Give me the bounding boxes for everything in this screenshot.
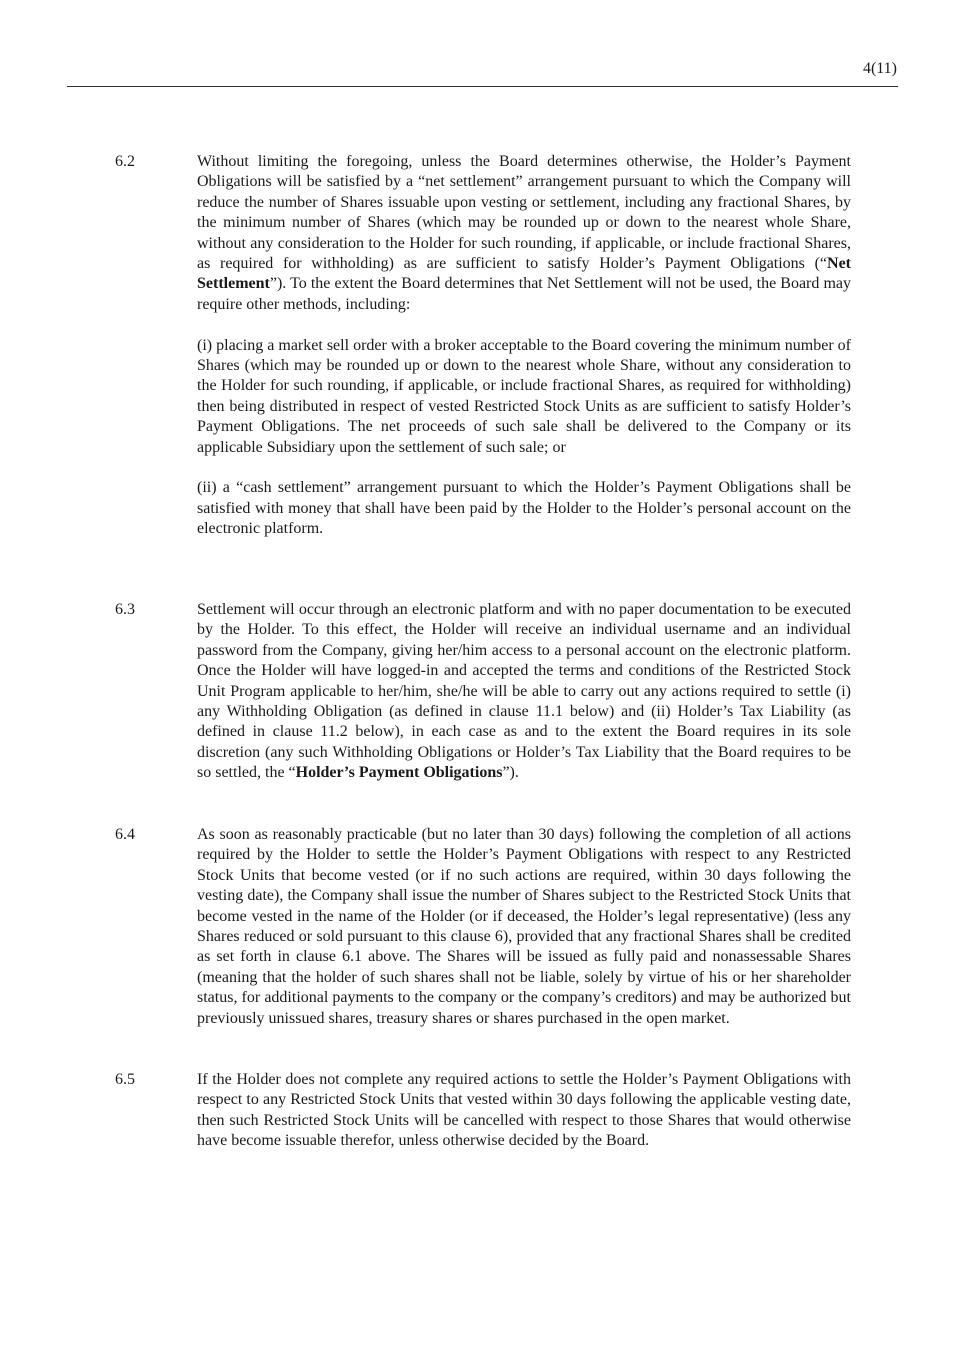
paragraph-text: Settlement will occur through an electronic platform and with no paper documentation to be executed by the Holder. To this effect, the Holder will receive an individual username and an individual password from the Company, giving her/him access to a personal account on the electronic platform. Once the Holder will have logged-in and accepted the terms and conditions of the Restricted Stock Unit Program applicable to her/him, she/he will be able to carry out any actions required to settle (i) any Withholding Obligation (as defined in clause 11.1 below) and (ii) Holder’s Tax Liability (as defined in clause 11.2 below), in each case as and to the extent the Board requires in its sole discretion (any such Withholding Obligations or Holder’s Tax Liability that the Board requires to be so settled, the “ xyxy=(197,601,851,782)
clause-body xyxy=(197,1070,851,1152)
clause-number: 6.3 xyxy=(115,601,135,618)
defined-term: Net Settlement xyxy=(197,255,851,293)
defined-term: Holder’s Payment Obligations xyxy=(295,764,503,782)
paragraph-text: ”). To the extent the Board determines that Net Settlement will not be used, the Board may require other methods, including: xyxy=(197,275,851,313)
clause-paragraph: As soon as reasonably practicable (but no later than 30 days) following the completion of all actions required by the Holder to settle the Holder’s Payment Obligations with respect to any Restricted Stock Units that become vested (or if no such actions are required, within 30 days following the vesting date), the Company shall issue the number of Shares subject to the Restricted Stock Units that become vested in the name of the Holder (or if deceased, the Holder’s legal representative) (less any Shares reduced or sold pursuant to this clause 6), provided that any fractional Shares shall be credited as set forth in clause 6.1 above. The Shares will be issued as fully paid and nonassessable Shares (meaning that the holder of such shares shall not be liable, solely by virtue of his or her shareholder status, for additional payments to the company or the company’s creditors) and may be authorized but previously unissued shares, treasury shares or shares purchased in the open market. xyxy=(197,826,851,1027)
clause-number: 6.2 xyxy=(115,153,135,170)
clause-paragraph: (ii) a “cash settlement” arrangement pursuant to which the Holder’s Payment Obligations shall be satisfied with money that shall have been paid by the Holder to the Holder’s personal account on the electronic platform. xyxy=(197,479,851,538)
clause-paragraph xyxy=(197,600,851,784)
clause-paragraph: If the Holder does not complete any required actions to settle the Holder’s Payment Obligations with respect to any Restricted Stock Units that vested within 30 days following the applicable vesting date, then such Restricted Stock Units will be cancelled with respect to those Shares that would otherwise have become issuable therefor, unless otherwise decided by the Board. xyxy=(197,1071,851,1150)
clause-number: 6.5 xyxy=(115,1071,135,1088)
paragraph-text: Without limiting the foregoing, unless the Board determines otherwise, the Holder’s Payment Obligations will be satisfied by a “net settlement” arrangement pursuant to which the Company will reduce the number of Shares issuable upon vesting or settlement, including any fractional Shares, by the minimum number of Shares (which may be rounded up or down to the nearest whole Share, without any consideration to the Holder for such rounding, if applicable, or include fractional Shares, as required for withholding) as are sufficient to satisfy Holder’s Payment Obligations (“ xyxy=(197,153,851,273)
clause-paragraph: (i) placing a market sell order with a broker acceptable to the Board covering the minimum number of Shares (which may be rounded up or down to the nearest whole Share, without any consideration to the Holder for such rounding, if applicable, or include fractional Shares, as required for withholding) then being distributed in respect of vested Restricted Stock Units as are sufficient to satisfy Holder’s Payment Obligations. The net proceeds of such sale shall be delivered to the Company or its applicable Subsidiary upon the settlement of such sale; or xyxy=(197,336,851,456)
header-divider xyxy=(67,86,898,87)
clause-paragraph xyxy=(197,152,851,315)
clause-body xyxy=(197,600,851,784)
paragraph-text: ”). xyxy=(502,764,519,782)
clause-number: 6.4 xyxy=(115,826,135,843)
clause-body xyxy=(197,152,851,540)
clause-body xyxy=(197,825,851,1029)
page-number: 4(11) xyxy=(862,60,897,77)
